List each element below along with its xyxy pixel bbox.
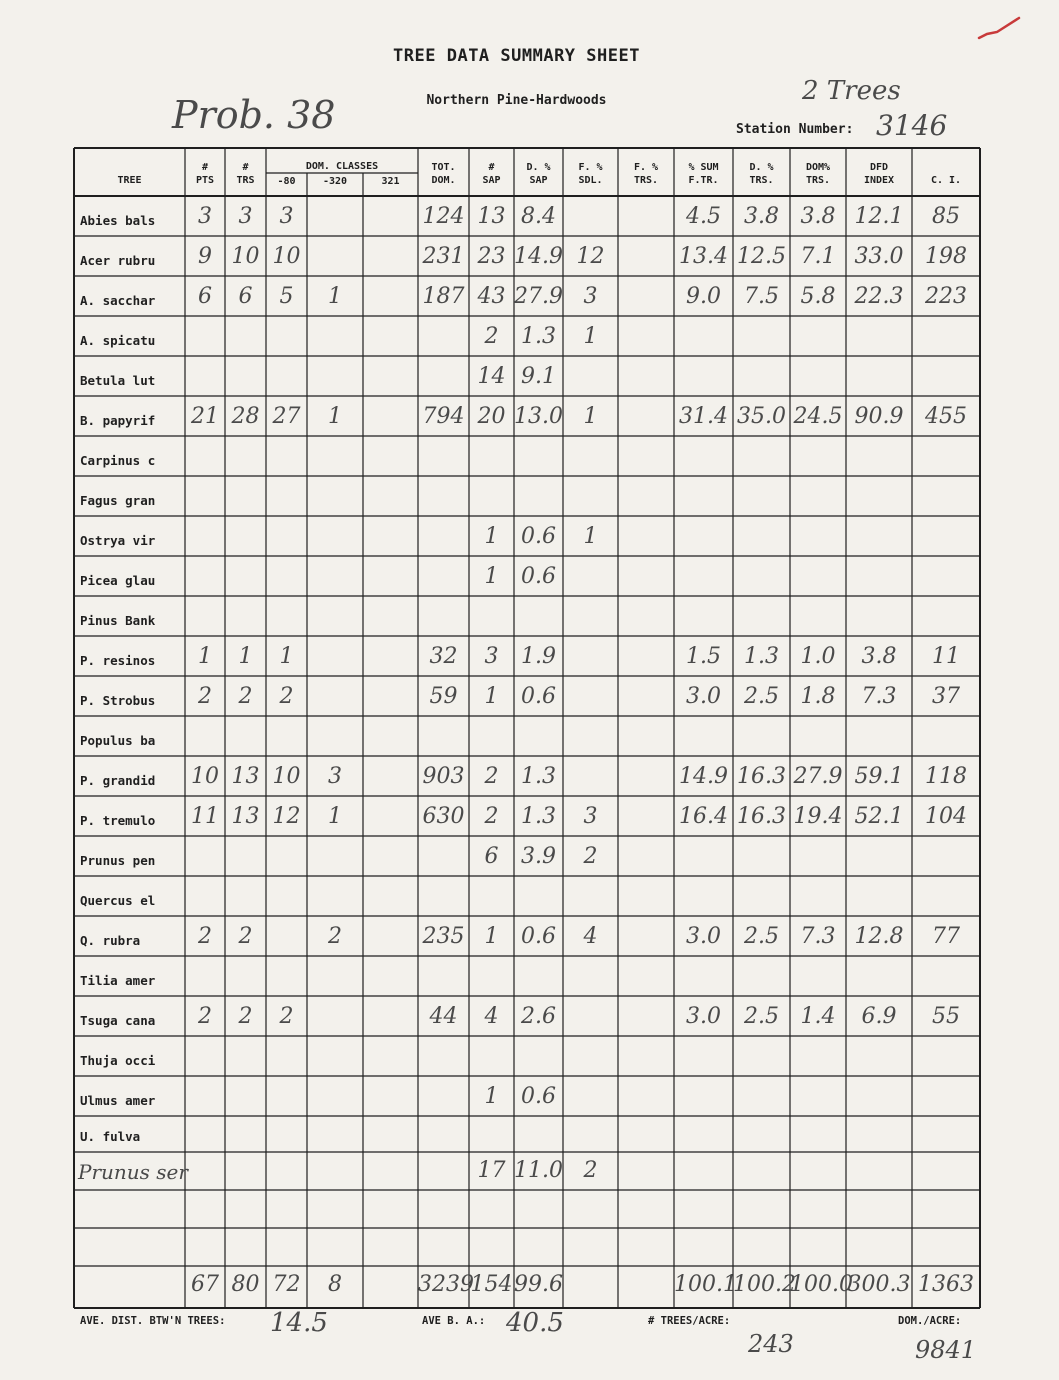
total-cell: 3239 — [418, 1272, 474, 1297]
species-name: Ulmus amer — [80, 1093, 156, 1108]
table-cell: 1.3 — [744, 644, 779, 669]
table-cell: 1 — [328, 404, 342, 429]
table-cell: 187 — [422, 284, 465, 309]
table-cell: 32 — [429, 644, 458, 669]
table-cell: 16.4 — [679, 804, 728, 829]
header-tot-dom-line1: TOT. — [431, 162, 456, 173]
table-cell: 13.4 — [679, 244, 728, 269]
header-pts-line2: PTS — [195, 175, 215, 186]
table-cell: 4 — [484, 1004, 499, 1029]
table-cell: 10 — [231, 244, 260, 269]
table-cell: 0.6 — [521, 924, 556, 949]
table-cell: 3 — [198, 204, 212, 229]
table-cell: 7.1 — [800, 244, 836, 269]
table-cell: 2 — [583, 1158, 598, 1183]
table-cell: 7.3 — [800, 924, 836, 949]
table-cell: 1 — [583, 404, 598, 429]
header-f-sdl-line1: F. % — [578, 162, 603, 173]
ave-ba-value: 40.5 — [506, 1308, 564, 1338]
table-cell: 1 — [279, 644, 294, 669]
header-sum-ftr-line2: F.TR. — [688, 175, 719, 186]
table-cell: 3.0 — [686, 684, 721, 709]
table-cell: 7.5 — [744, 284, 779, 309]
table-cell: 198 — [925, 244, 967, 269]
species-name: Populus ba — [80, 733, 156, 748]
table-cell: 33.0 — [854, 244, 904, 269]
table-cell: 0.6 — [521, 524, 556, 549]
species-name: Prunus pen — [80, 853, 156, 868]
species-name: Fagus gran — [80, 493, 156, 508]
total-cell: 300.3 — [847, 1272, 911, 1297]
species-name: P. grandid — [80, 773, 156, 788]
table-cell: 11 — [191, 804, 219, 829]
table-cell: 8.4 — [521, 204, 556, 229]
table-cell: 3 — [328, 764, 342, 789]
table-cell: 3 — [583, 804, 598, 829]
table-cell: 2 — [484, 764, 499, 789]
species-name: Ostrya vir — [80, 533, 156, 548]
table-cell: 1.0 — [800, 644, 836, 669]
header-d-trs-line2: TRS. — [749, 175, 774, 186]
table-cell: 3 — [484, 644, 499, 669]
table-cell: 903 — [422, 764, 465, 789]
table-cell: 31.4 — [679, 404, 728, 429]
header-dom-class-2: -320 — [322, 176, 348, 187]
table-cell: 90.9 — [854, 404, 904, 429]
total-cell: 67 — [191, 1272, 219, 1297]
table-cell: 235 — [422, 924, 465, 949]
table-cell: 1 — [484, 564, 499, 589]
dom-per-acre-value: 9841 — [915, 1336, 977, 1364]
table-cell: 13.0 — [514, 404, 563, 429]
table-cell: 4.5 — [686, 204, 721, 229]
handwritten-plot-number: Prob. 38 — [172, 93, 336, 137]
table-cell: 12.8 — [854, 924, 904, 949]
header-dom-trs-line1: DOM% — [805, 162, 831, 173]
species-name: Abies bals — [80, 213, 156, 228]
total-cell: 80 — [231, 1272, 260, 1297]
header-f-trs-line2: TRS. — [633, 175, 659, 186]
table-cell: 223 — [925, 284, 967, 309]
table-cell: 3.8 — [800, 204, 836, 229]
table-cell: 9.1 — [521, 364, 556, 389]
table-cell: 13 — [477, 204, 506, 229]
table-cell: 11.0 — [514, 1158, 563, 1183]
table-cell: 3 — [279, 204, 294, 229]
dom-per-acre-label: DOM./ACRE: — [898, 1315, 962, 1327]
table-cell: 3.8 — [861, 644, 897, 669]
table-cell: 1 — [328, 284, 342, 309]
table-cell: 1 — [583, 524, 598, 549]
table-cell: 104 — [925, 804, 967, 829]
total-cell: 72 — [272, 1272, 301, 1297]
table-cell: 35.0 — [737, 404, 786, 429]
table-cell: 7.3 — [861, 684, 897, 709]
table-cell: 2 — [198, 924, 212, 949]
table-cell: 2 — [198, 1004, 212, 1029]
table-cell: 1.9 — [521, 644, 556, 669]
header-tree: TREE — [117, 175, 142, 186]
table-cell: 5.8 — [800, 284, 836, 309]
table-cell: 3.9 — [521, 844, 556, 869]
table-cell: 1 — [484, 1084, 499, 1109]
species-name: A. sacchar — [80, 293, 156, 308]
table-cell: 1.3 — [521, 324, 556, 349]
table-cell: 6 — [198, 284, 212, 309]
header-d-trs-line1: D. % — [749, 162, 774, 173]
table-cell: 12.5 — [737, 244, 786, 269]
header-trs-line1: # — [242, 162, 249, 173]
table-cell: 52.1 — [854, 804, 904, 829]
species-name: A. spicatu — [80, 333, 156, 348]
table-cell: 0.6 — [521, 684, 556, 709]
total-cell: 154 — [470, 1272, 513, 1297]
header-dom-trs-line2: TRS. — [805, 175, 831, 186]
species-name: Prunus ser — [78, 1160, 188, 1184]
table-cell: 85 — [932, 204, 960, 229]
header-sum-ftr-line1: % SUM — [688, 162, 719, 173]
table-cell: 2 — [238, 684, 253, 709]
table-cell: 44 — [429, 1004, 458, 1029]
table-cell: 2 — [484, 804, 499, 829]
table-cell: 14.9 — [514, 244, 563, 269]
table-cell: 2 — [279, 684, 294, 709]
table-cell: 24.5 — [793, 404, 843, 429]
table-cell: 794 — [422, 404, 465, 429]
table-cell: 5 — [279, 284, 294, 309]
table-cell: 27 — [272, 404, 301, 429]
table-cell: 2 — [583, 844, 598, 869]
species-name: P. tremulo — [80, 813, 156, 828]
table-cell: 2 — [198, 684, 212, 709]
table-cell: 12 — [272, 804, 301, 829]
table-cell: 2.5 — [744, 684, 779, 709]
table-cell: 2.5 — [744, 1004, 779, 1029]
species-name: Betula lut — [80, 373, 156, 388]
table-cell: 59.1 — [854, 764, 904, 789]
table-cell: 27.9 — [514, 284, 563, 309]
header-d-sap-line1: D. % — [526, 162, 551, 173]
species-name: Tsuga cana — [80, 1013, 156, 1028]
table-cell: 2 — [328, 924, 342, 949]
table-cell: 3 — [238, 204, 253, 229]
page-subtitle: Northern Pine-Hardwoods — [426, 93, 607, 108]
table-cell: 1.8 — [800, 684, 836, 709]
species-name: Quercus el — [80, 893, 156, 908]
header-dom-class-3: 321 — [381, 176, 400, 187]
header-d-sap-line2: SAP — [529, 175, 548, 186]
total-cell: 8 — [328, 1272, 342, 1297]
table-cell: 9 — [198, 244, 212, 269]
table-cell: 14.9 — [679, 764, 728, 789]
species-name: Tilia amer — [80, 973, 156, 988]
table-cell: 1 — [583, 324, 598, 349]
table-cell: 10 — [191, 764, 219, 789]
table-cell: 0.6 — [521, 1084, 556, 1109]
header-dom-class-1: -80 — [277, 176, 296, 187]
station-number-label: Station Number: — [736, 122, 854, 137]
table-cell: 13 — [231, 764, 260, 789]
table-cell: 3.8 — [744, 204, 779, 229]
table-cell: 37 — [932, 684, 960, 709]
total-cell: 99.6 — [514, 1272, 563, 1297]
trees-per-acre-value: 243 — [748, 1330, 794, 1358]
table-cell: 27.9 — [793, 764, 843, 789]
table-cell: 2 — [279, 1004, 294, 1029]
table-cell: 231 — [422, 244, 465, 269]
header-dfd-line2: INDEX — [863, 175, 895, 186]
table-cell: 1.4 — [800, 1004, 836, 1029]
table-cell: 1 — [238, 644, 253, 669]
table-cell: 6 — [484, 844, 499, 869]
total-cell: 100.1 — [674, 1272, 737, 1297]
station-number-value: 3146 — [876, 109, 948, 142]
table-cell: 1 — [328, 804, 342, 829]
table-cell: 455 — [925, 404, 967, 429]
species-name: B. papyrif — [80, 413, 156, 428]
table-cell: 0.6 — [521, 564, 556, 589]
trees-per-acre-label: # TREES/ACRE: — [648, 1315, 731, 1327]
table-cell: 12 — [576, 244, 605, 269]
table-cell: 4 — [583, 924, 598, 949]
species-name: Carpinus c — [80, 453, 156, 468]
table-cell: 43 — [477, 284, 506, 309]
table-cell: 630 — [422, 804, 465, 829]
header-dom-classes: DOM. CLASSES — [305, 161, 379, 172]
species-name: Picea glau — [80, 573, 156, 588]
total-cell: 100.0 — [790, 1272, 853, 1297]
header-trs-line2: TRS — [236, 175, 255, 186]
table-cell: 10 — [272, 764, 301, 789]
table-cell: 3 — [583, 284, 598, 309]
table-cell: 1 — [484, 924, 499, 949]
handwritten-trees-note: 2 Trees — [802, 76, 901, 106]
table-cell: 14 — [477, 364, 506, 389]
page-title: TREE DATA SUMMARY SHEET — [393, 46, 640, 66]
species-name: Acer rubru — [80, 253, 156, 268]
table-cell: 16.3 — [737, 764, 786, 789]
table-cell: 12.1 — [854, 204, 904, 229]
table-cell: 1 — [484, 524, 499, 549]
header-pts-line1: # — [201, 162, 209, 173]
table-cell: 22.3 — [854, 284, 904, 309]
table-cell: 10 — [272, 244, 301, 269]
table-cell: 3.0 — [686, 1004, 721, 1029]
ave-dist-value: 14.5 — [270, 1308, 328, 1338]
table-cell: 16.3 — [737, 804, 786, 829]
table-cell: 2 — [238, 924, 253, 949]
total-cell: 1363 — [918, 1272, 974, 1297]
table-cell: 28 — [231, 404, 260, 429]
table-cell: 2 — [238, 1004, 253, 1029]
table-cell: 118 — [925, 764, 967, 789]
species-name: U. fulva — [80, 1129, 141, 1144]
species-name: Pinus Bank — [80, 613, 156, 628]
table-cell: 23 — [477, 244, 506, 269]
ave-ba-label: AVE B. A.: — [422, 1315, 486, 1327]
table-cell: 11 — [932, 644, 960, 669]
table-cell: 3.0 — [686, 924, 721, 949]
table-cell: 77 — [932, 924, 960, 949]
table-cell: 13 — [231, 804, 260, 829]
table-cell: 1.5 — [686, 644, 721, 669]
table-cell: 1 — [484, 684, 499, 709]
header-sap-line1: # — [488, 162, 495, 173]
table-cell: 19.4 — [793, 804, 843, 829]
table-cell: 59 — [429, 684, 458, 709]
table-cell: 1.3 — [521, 764, 556, 789]
table-cell: 1 — [198, 644, 212, 669]
table-cell: 2 — [484, 324, 499, 349]
header-sap-line2: SAP — [482, 175, 501, 186]
total-cell: 100.2 — [733, 1272, 796, 1297]
header-dfd-line1: DFD — [869, 162, 889, 173]
table-cell: 2.5 — [744, 924, 779, 949]
species-name: P. resinos — [80, 653, 156, 668]
species-name: P. Strobus — [80, 693, 156, 708]
species-name: Q. rubra — [80, 933, 141, 948]
header-f-sdl-line2: SDL. — [578, 175, 603, 186]
table-cell: 124 — [422, 204, 465, 229]
table-cell: 20 — [477, 404, 506, 429]
species-name: Thuja occi — [80, 1053, 156, 1068]
ave-dist-label: AVE. DIST. BTW'N TREES: — [80, 1315, 226, 1327]
table-cell: 55 — [932, 1004, 960, 1029]
table-cell: 2.6 — [521, 1004, 556, 1029]
table-cell: 1.3 — [521, 804, 556, 829]
header-ci: C. I. — [930, 175, 962, 186]
header-tot-dom-line2: DOM. — [431, 175, 456, 186]
table-cell: 17 — [477, 1158, 506, 1183]
table-cell: 6.9 — [861, 1004, 897, 1029]
table-cell: 9.0 — [686, 284, 721, 309]
header-f-trs-line1: F. % — [633, 162, 659, 173]
table-cell: 6 — [238, 284, 253, 309]
table-cell: 21 — [191, 404, 219, 429]
